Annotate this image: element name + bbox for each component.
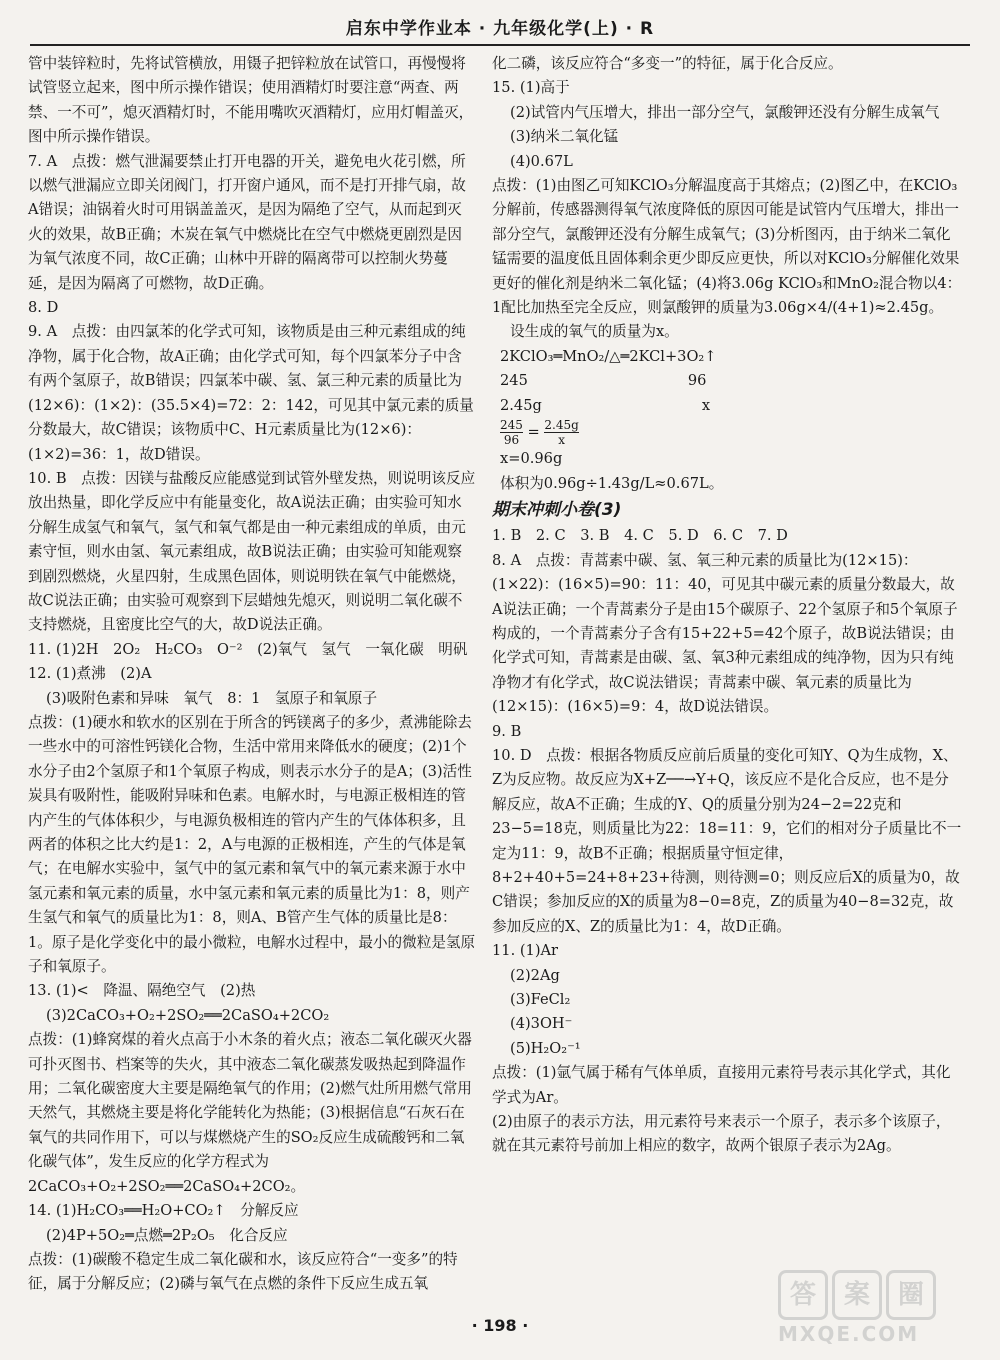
page-header: 启东中学作业本 · 九年级化学(上) · R <box>30 14 970 46</box>
answer-12: 12. (1)煮沸 (2)A <box>28 665 152 683</box>
answer-10: 10. B 点拨：因镁与盐酸反应能感觉到试管外壁发热，则说明该反应放出热量，即化学反应中有能量变化，故A说法正确；由实验可知水分解生成氢气和氧气，氢气和氧气都是由一种元素组成的单质，由元素守恒，则水由氢、氧元素组成，故B说法正确；由实验可知能观察到剧烈燃烧，火星四射，生成黑色固体，则说明铁在氧气中能燃烧，故C说法正确；由实验可观察到下层蜡烛先熄灭，则说明二氧化碳不支持燃烧，且密度比空气的大，故D说法正确。 <box>28 469 476 634</box>
page-number: · 198 · <box>471 1316 529 1335</box>
answer-11-sub: (5)H₂O₂⁻¹ <box>510 1039 581 1057</box>
hint-11: 点拨：(1)氩气属于稀有气体单质，直接用元素符号表示其化学式，其化学式为Ar。 <box>492 1064 951 1106</box>
answer-15: 15. (1)高于 <box>492 79 570 97</box>
hint-12: 点拨：(1)硬水和软水的区别在于所含的钙镁离子的多少，煮沸能除去一些水中的可溶性钙镁化合物，生活中常用来降低水的硬度；(2)1个水分子由2个氢原子和1个氧原子构成，则表示水分子的是A；(3)活性炭具有吸附性，能吸附异味和色素。电解水时，与电源正极相连的管内产生的气体体积少，与电源负极相连的管内产生的气体体积多，且两者的体积之比大约是1：2，A与电源的正极相连，产生的气体是氧气；在电解水实验中，氢气中的氢元素和氧气中的氧元素来源于水中氢元素和氧元素的质量，水中氢元素和氧元素的质量比为1：8，则产生氢气和氧气的质量比为1：8，则A、B管产生气体的质量比是8：1。原子是化学变化中的最小微粒，电解水过程中，最小的微粒是氢原子和氧原子。 <box>28 713 476 976</box>
answer-14-sub: (2)4P+5O₂═点燃═2P₂O₅ 化合反应 <box>46 1226 288 1244</box>
chemical-equation: 2KClO₃═MnO₂/△═2KCl+3O₂↑ <box>500 347 717 365</box>
answer-13-equation: (3)2CaCO₃+O₂+2SO₂══2CaSO₄+2CO₂ <box>46 1006 330 1024</box>
molar-mass-row <box>492 369 962 393</box>
answer-11: 11. (1)Ar <box>492 942 559 960</box>
answer-10: 10. D 点拨：根据各物质反应前后质量的变化可知Y、Q为生成物，X、Z为反应物。故反应为X+Z──→Y+Q，该反应不是化合反应，也不是分解反应，故A不正确；生成的Y、Q的质量分别为24−2=22克和23−5=18克，则质量比为22：18=11：9，它们的相对分子质量比不一定为11：9，故B不正确；根据质量守恒定律，8+2+40+5=24+8+23+待测，则待测=0；则反应后X的质量为0，故C错误；参加反应的X的质量为8−0=8克，Z的质量为40−8=32克，故参加反应的X、Z的质量比为1：4，故D正确。 <box>492 746 962 935</box>
answer-11: 11. (1)2H 2O₂ H₂CO₃ O⁻² (2)氧气 氢气 一氧化碳 明矾 <box>28 640 468 658</box>
mass-value: 96 <box>687 372 707 390</box>
hint-13: 点拨：(1)蜂窝煤的着火点高于小木条的着火点；液态二氧化碳灭火器可扑灭图书、档案等的失火，其中液态二氧化碳蒸发吸热起到降温作用；二氧化碳密度大主要是隔绝氧气的作用；(2)燃气灶所用燃气常用天然气，其燃烧主要是将化学能转化为热能；(3)根据信息“石灰石在氧气的共同作用下，可以与煤燃烧产生的SO₂反应生成硫酸钙和二氧化碳气体”，发生反应的化学方程式为2CaCO₃+O₂+2SO₂══2CaSO₄+2CO₂。 <box>28 1031 472 1195</box>
proportion: $\frac{245}{96}$ = $\frac{2.45g}{x}$ <box>500 418 579 448</box>
watermark-char: 答 <box>778 1270 828 1320</box>
answer-8: 8. D <box>28 299 59 317</box>
answer-8: 8. A 点拨：青蒿素中碳、氢、氧三种元素的质量比为(12×15)：(1×22)：(16×5)=90：11：40，可见其中碳元素的质量分数最大，故A说法正确；一个青蒿素分子是由15个碳原子、22个氢原子和5个氧原子构成的，一个青蒿素分子含有15+22+5=42个原子，故B说法错误；由化学式可知，青蒿素是由碳、氢、氧3种元素组成的纯净物，因为只有纯净物才有化学式，故C说法错误；青蒿素中碳、氧元素的质量比为(12×15)：(16×5)=9：4，故D说法错误。 <box>492 551 958 716</box>
fraction: $\frac{2.45g}{x}$ <box>544 418 579 448</box>
paragraph: 化二磷，该反应符合“多变一”的特征，属于化合反应。 <box>492 55 843 72</box>
watermark-logo <box>778 1270 978 1320</box>
answer-11-sub: (3)FeCl₂ <box>510 991 571 1009</box>
section-title: 期末冲刺小卷(3) <box>492 499 622 520</box>
answers-1-7: 1. B 2. C 3. B 4. C 5. D 6. C 7. D <box>492 527 788 545</box>
watermark-char: 圈 <box>886 1270 936 1320</box>
answer-15-sub: (3)纳米二氧化锰 <box>510 128 619 146</box>
answer-9: 9. B <box>492 722 522 740</box>
answer-12-sub: (3)吸附色素和异味 氧气 8：1 氢原子和氧原子 <box>46 689 378 707</box>
result: x=0.96g <box>500 450 563 468</box>
answer-11-sub: (2)2Ag <box>510 966 560 984</box>
mass-value: x <box>701 396 711 414</box>
answer-15-sub: (4)0.67L <box>510 152 573 170</box>
answer-11-sub: (4)3OH⁻ <box>510 1015 573 1033</box>
answer-9: 9. A 点拨：由四氯苯的化学式可知，该物质是由三种元素组成的纯净物，属于化合物，故A正确；由化学式可知，每个四氯苯分子中含有两个氢原子，故B错误；四氯苯中碳、氢、氯三种元素的质量比为(12×6)：(1×2)：(35.5×4)=72：2：142，可见其中氯元素的质量分数最大，故C错误；该物质中C、H元素质量比为(12×6)：(1×2)=36：1，故D错误。 <box>28 323 474 463</box>
solve-setup: 设生成的氧气的质量为x。 <box>510 323 679 341</box>
fraction: $\frac{245}{96}$ <box>500 418 523 448</box>
right-column <box>492 52 962 1280</box>
mass-value: 245 <box>500 372 528 390</box>
answer-15-sub: (2)试管内气压增大，排出一部分空气，氯酸钾还没有分解生成氧气 <box>510 103 940 121</box>
given-mass-row <box>492 394 962 418</box>
answer-13: 13. (1)< 降温、隔绝空气 (2)热 <box>28 982 256 1000</box>
hint-11-sub: (2)由原子的表示方法，用元素符号来表示一个原子，表示多个该原子，就在其元素符号前加上相应的数字，故两个银原子表示为2Ag。 <box>492 1113 951 1155</box>
volume-result: 体积为0.96g÷1.43g/L≈0.67L。 <box>500 474 724 492</box>
mass-value: 2.45g <box>500 396 542 414</box>
answer-14: 14. (1)H₂CO₃══H₂O+CO₂↑ 分解反应 <box>28 1202 299 1220</box>
hint-14: 点拨：(1)碳酸不稳定生成二氧化碳和水，该反应符合“一变多”的特征，属于分解反应；(2)磷与氧气在点燃的条件下反应生成五氧 <box>28 1250 458 1293</box>
paragraph: 管中装锌粒时，先将试管横放，用镊子把锌粒放在试管口，再慢慢将试管竖立起来，图中所示操作错误；使用酒精灯时要注意“两查、两禁、一不可”，熄灭酒精灯时，不能用嘴吹灭酒精灯，应用灯帽盖灭，图中所示操作错误。 <box>28 55 474 146</box>
hint-15: 点拨：(1)由图乙可知KClO₃分解温度高于其熔点；(2)图乙中，在KClO₃分解前，传感器测得氧气浓度降低的原因可能是试管内气压增大，排出一部分空气，氯酸钾还没有分解生成氧气；(3)分析图丙，由于纳米二氧化锰需要的温度低且固体剩余更少即反应更快，所以对KClO₃分解催化效果更好的催化剂是纳米二氧化锰；(4)将3.06g KClO₃和MnO₂混合物以4：1配比加热至完全反应，则氯酸钾的质量为3.06g×4/(4+1)≈2.45g。 <box>492 177 962 317</box>
left-column <box>28 52 476 1293</box>
watermark-char: 案 <box>832 1270 882 1320</box>
watermark <box>778 1270 978 1350</box>
watermark-url: MXQE.COM <box>778 1322 920 1346</box>
answer-7: 7. A 点拨：燃气泄漏要禁止打开电器的开关，避免电火花引燃，所以燃气泄漏应立即关闭阀门，打开窗户通风，而不是打开排气扇，故A错误；油锅着火时可用锅盖盖灭，是因为隔绝了空气，从而起到灭火的效果，故B正确；木炭在氧气中燃烧比在空气中燃烧更剧烈是因为氧气浓度不同，故C正确；山林中开辟的隔离带可以控制火势蔓延，是因为隔离了可燃物，故D正确。 <box>28 152 466 292</box>
